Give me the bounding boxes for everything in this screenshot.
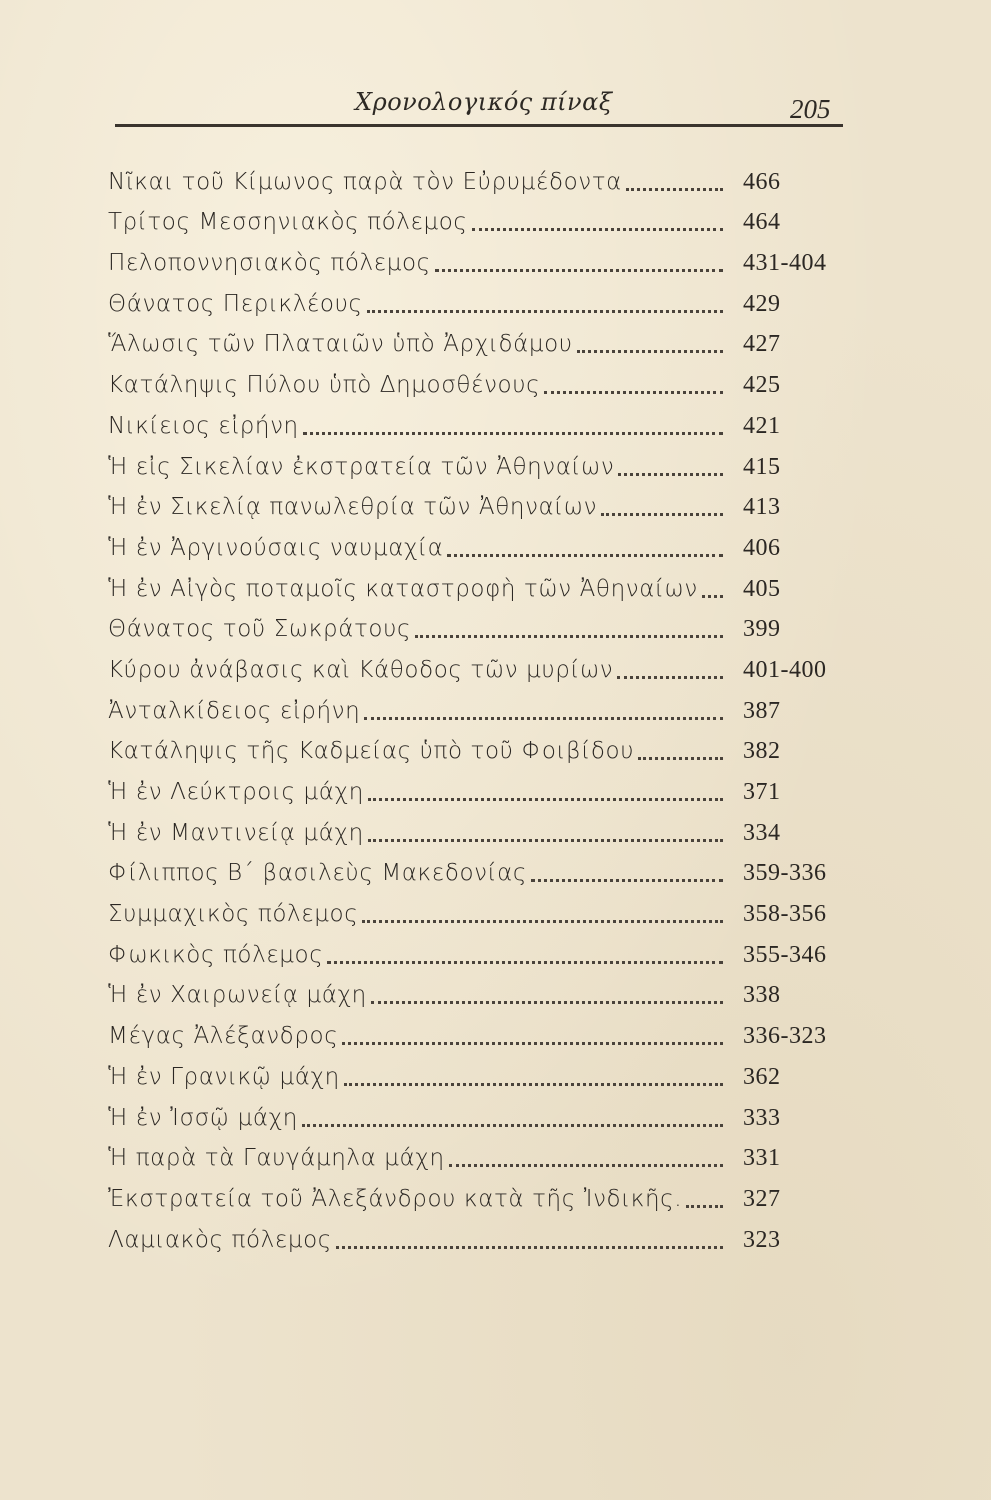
event-date: 413 [743, 494, 781, 521]
dot-leader [577, 350, 723, 353]
dot-leader [364, 717, 723, 720]
event-date: 425 [743, 372, 781, 399]
dot-leader [368, 839, 723, 842]
event-name: Ἐκστρατεία τοῦ Ἀλεξάνδρου κατὰ τῆς Ἰνδικῆς. [108, 1185, 683, 1212]
running-head: Χρονολογικός πίναξ [355, 88, 613, 116]
chronology-entry [108, 359, 848, 400]
dot-leader [368, 798, 723, 801]
dot-leader [447, 554, 723, 557]
event-date: 327 [743, 1185, 781, 1212]
chronology-entry [108, 522, 848, 563]
event-name: Νῖκαι τοῦ Κίμωνος παρὰ τὸν Εὐρυμέδοντα [108, 168, 622, 195]
chronology-entry [108, 482, 848, 523]
chronology-entry [108, 766, 848, 807]
dot-leader [367, 310, 723, 313]
event-date: 427 [743, 331, 781, 358]
event-name: Νικίειος εἰρήνη [108, 412, 299, 439]
event-date: 431-404 [743, 250, 827, 277]
event-date: 382 [743, 738, 781, 765]
event-date: 355-346 [743, 941, 827, 968]
chronology-entry [108, 278, 848, 319]
event-name: Ἡ ἐν Ἰσσῷ μάχη [108, 1104, 298, 1131]
event-date: 371 [743, 779, 781, 805]
event-date: 362 [743, 1063, 781, 1090]
event-name: Φίλιππος Β΄ βασιλεὺς Μακεδονίας [108, 860, 527, 887]
event-name: Ἡ ἐν Αἰγὸς ποταμοῖς καταστροφὴ τῶν Ἀθηναίων [108, 575, 698, 602]
chronology-entry [108, 1092, 848, 1133]
dot-leader [342, 1042, 723, 1045]
event-date: 331 [743, 1145, 781, 1172]
chronology-entry [108, 1010, 848, 1051]
chronology-entry [108, 807, 848, 848]
header-rule [115, 124, 843, 127]
event-name: Κύρου ἀνάβασις καὶ Κάθοδος τῶν μυρίων [108, 656, 614, 683]
chronology-entry [108, 1214, 848, 1255]
dot-leader [303, 432, 723, 435]
chronology-entry [108, 563, 848, 604]
chronology-entry [108, 1173, 848, 1214]
event-name: Θάνατος Περικλέους [108, 290, 363, 317]
dot-leader [601, 513, 723, 516]
event-date: 358-356 [743, 901, 827, 928]
event-name: Ἡ ἐν Χαιρωνείᾳ μάχη [108, 982, 367, 1009]
dot-leader [336, 1246, 723, 1249]
dot-leader [449, 1164, 723, 1167]
chronology-entry [108, 604, 848, 645]
event-name: Τρίτος Μεσσηνιακὸς πόλεμος [108, 209, 468, 236]
event-date: 336-323 [743, 1023, 827, 1050]
event-name: Ἡ ἐν Ἀργινούσαις ναυμαχία [108, 534, 444, 561]
event-date: 334 [743, 819, 781, 846]
chronology-entry [108, 1133, 848, 1174]
event-name: Ἡ ἐν Σικελίᾳ πανωλεθρία τῶν Ἀθηναίων [108, 494, 598, 521]
dot-leader [327, 961, 723, 964]
event-name: Ἡ ἐν Μαντινείᾳ μάχη [108, 819, 364, 846]
event-date: 323 [743, 1226, 781, 1253]
chronology-entry [108, 848, 848, 889]
dot-leader [544, 391, 723, 394]
chronology-entry [108, 726, 848, 767]
dot-leader [415, 635, 723, 638]
dot-leader [638, 757, 723, 760]
event-date: 429 [743, 290, 781, 317]
event-date: 387 [743, 697, 781, 724]
dot-leader [435, 269, 723, 272]
event-date: 406 [743, 534, 781, 561]
chronology-entry [108, 237, 848, 278]
event-date: 464 [743, 209, 781, 236]
event-name: Φωκικὸς πόλεμος [108, 941, 324, 968]
event-date: 466 [743, 168, 781, 195]
dot-leader [362, 920, 723, 923]
event-date: 415 [743, 453, 781, 480]
event-name: Συμμαχικὸς πόλεμος [108, 901, 359, 928]
event-date: 338 [743, 982, 781, 1009]
chronology-entry [108, 929, 848, 970]
event-name: Ἀνταλκίδειος εἰρήνη [108, 697, 361, 724]
event-name: Ἡ εἰς Σικελίαν ἐκστρατεία τῶν Ἀθηναίων [108, 453, 615, 480]
chronology-entry [108, 400, 848, 441]
dot-leader [472, 228, 723, 231]
event-name: Θάνατος τοῦ Σωκράτους [108, 616, 412, 643]
event-name: Κατάληψις Πύλου ὑπὸ Δημοσθένους [108, 372, 541, 399]
event-name: Ἡ ἐν Γρανικῷ μάχη [108, 1063, 340, 1090]
event-date: 359-336 [743, 860, 827, 887]
event-date: 405 [743, 575, 781, 602]
dot-leader [302, 1124, 723, 1127]
chronology-entry [108, 888, 848, 929]
event-date: 421 [743, 412, 781, 439]
event-name: Ἡ ἐν Λεύκτροις μάχη [108, 779, 364, 805]
chronology-entry [108, 644, 848, 685]
chronology-entry [108, 156, 848, 197]
chronology-entry [108, 1051, 848, 1092]
dot-leader [344, 1083, 723, 1086]
dot-leader [702, 595, 723, 598]
event-name: Λαμιακὸς πόλεμος [108, 1226, 332, 1253]
page-number: 205 [790, 94, 831, 124]
chronology-entry [108, 685, 848, 726]
dot-leader [686, 1205, 723, 1208]
event-date: 333 [743, 1104, 781, 1131]
event-name: Κατάληψις τῆς Καδμείας ὑπὸ τοῦ Φοιβίδου [108, 738, 635, 765]
chronology-entry [108, 319, 848, 360]
chronology-table [108, 156, 848, 1255]
dot-leader [531, 879, 723, 882]
event-date: 399 [743, 616, 781, 643]
dot-leader [618, 473, 723, 476]
event-name: Μέγας Ἀλέξανδρος [108, 1023, 339, 1050]
event-name: Ἅλωσις τῶν Πλαταιῶν ὑπὸ Ἀρχιδάμου [108, 331, 573, 358]
event-name: Ἡ παρὰ τὰ Γαυγάμηλα μάχη [108, 1145, 445, 1172]
chronology-entry [108, 970, 848, 1011]
chronology-entry [108, 441, 848, 482]
event-date: 401-400 [743, 656, 827, 683]
dot-leader [617, 676, 723, 679]
dot-leader [626, 188, 723, 191]
event-name: Πελοποννησιακὸς πόλεμος [108, 250, 431, 277]
dot-leader [371, 1001, 723, 1004]
chronology-entry [108, 197, 848, 238]
